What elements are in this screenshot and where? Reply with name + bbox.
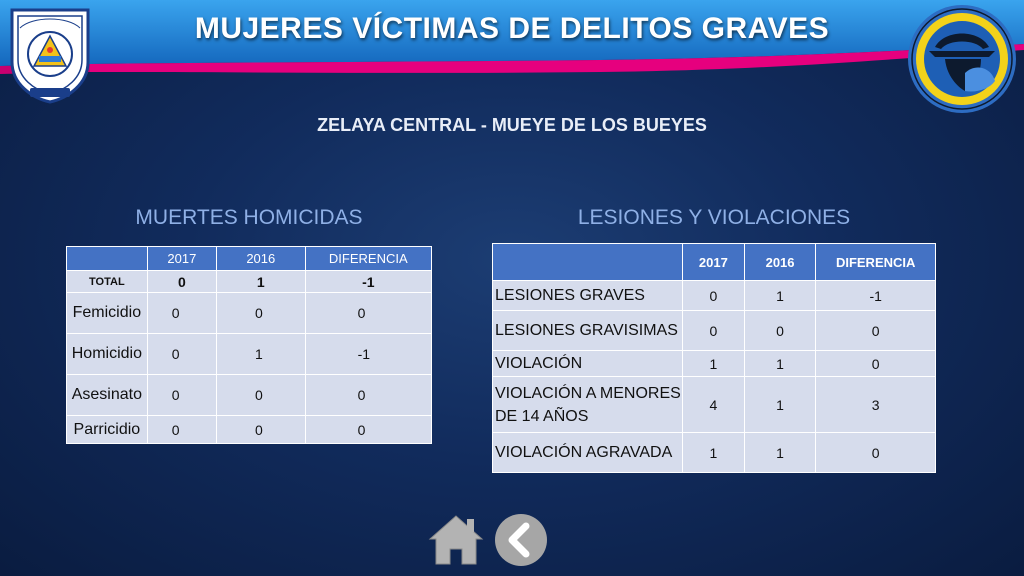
table-row [67, 375, 432, 416]
column-header-label [493, 244, 683, 281]
table-row [493, 351, 936, 377]
table-row [493, 377, 936, 433]
row-label: VIOLACIÓN AGRAVADA [493, 433, 683, 473]
policia-nacional-shield-logo [8, 4, 92, 104]
cell-2016: 0 [216, 416, 305, 444]
cell-diferencia: -1 [816, 281, 936, 311]
cell-2017: 1 [682, 433, 744, 473]
column-header-diferencia: DIFERENCIA [305, 247, 431, 271]
cell-2017: 0 [147, 271, 216, 293]
cell-diferencia: -1 [305, 271, 431, 293]
cell-diferencia: 0 [305, 416, 431, 444]
cell-diferencia: 0 [816, 351, 936, 377]
row-label: TOTAL [67, 271, 148, 293]
cell-2017: 0 [147, 334, 216, 375]
cell-diferencia: 3 [816, 377, 936, 433]
cell-diferencia: 0 [816, 433, 936, 473]
home-button[interactable] [427, 513, 485, 567]
table-row-total [67, 271, 432, 293]
column-header-2016: 2016 [216, 247, 305, 271]
cell-2016: 1 [744, 433, 816, 473]
cell-2016: 0 [216, 293, 305, 334]
cell-diferencia: 0 [305, 293, 431, 334]
lesiones-table [492, 243, 936, 473]
cell-2017: 0 [682, 281, 744, 311]
cell-2017: 0 [147, 293, 216, 334]
cell-2017: 0 [147, 375, 216, 416]
home-icon [427, 513, 485, 567]
cell-2017: 4 [682, 377, 744, 433]
chevron-left-icon [494, 513, 548, 567]
row-label: LESIONES GRAVISIMAS [493, 311, 683, 351]
cell-2016: 0 [744, 311, 816, 351]
column-header-2016: 2016 [744, 244, 816, 281]
table-row [67, 416, 432, 444]
homicidios-section-title: MUERTES HOMICIDAS [135, 206, 363, 229]
row-label: LESIONES GRAVES [493, 281, 683, 311]
cell-2016: 1 [216, 271, 305, 293]
row-label: Femicidio [67, 293, 148, 334]
cell-2016: 1 [744, 377, 816, 433]
table-row [493, 281, 936, 311]
table-row [493, 433, 936, 473]
cell-diferencia: -1 [305, 334, 431, 375]
cell-2017: 0 [682, 311, 744, 351]
row-label: VIOLACIÓN A MENORES DE 14 AÑOS [493, 377, 683, 433]
cell-2016: 1 [216, 334, 305, 375]
sandino-circular-logo [905, 3, 1019, 115]
back-button[interactable] [494, 513, 548, 567]
cell-2016: 1 [744, 351, 816, 377]
cell-2017: 0 [147, 416, 216, 444]
cell-diferencia: 0 [305, 375, 431, 416]
column-header-diferencia: DIFERENCIA [816, 244, 936, 281]
table-row [67, 334, 432, 375]
row-label: Parricidio [67, 416, 148, 444]
row-label: VIOLACIÓN [493, 351, 683, 377]
row-label: Homicidio [67, 334, 148, 375]
table-row [493, 311, 936, 351]
column-header-label [67, 247, 148, 271]
lesiones-section-title: LESIONES Y VIOLACIONES [577, 206, 851, 229]
page-subtitle: ZELAYA CENTRAL - MUEYE DE LOS BUEYES [317, 115, 707, 135]
homicidios-table [66, 246, 432, 444]
row-label: Asesinato [67, 375, 148, 416]
table-row [67, 293, 432, 334]
cell-2016: 0 [216, 375, 305, 416]
column-header-2017: 2017 [682, 244, 744, 281]
table-header-row [493, 244, 936, 281]
page-title: MUJERES VÍCTIMAS DE DELITOS GRAVES [194, 12, 830, 45]
column-header-2017: 2017 [147, 247, 216, 271]
cell-2016: 1 [744, 281, 816, 311]
table-header-row [67, 247, 432, 271]
cell-diferencia: 0 [816, 311, 936, 351]
cell-2017: 1 [682, 351, 744, 377]
